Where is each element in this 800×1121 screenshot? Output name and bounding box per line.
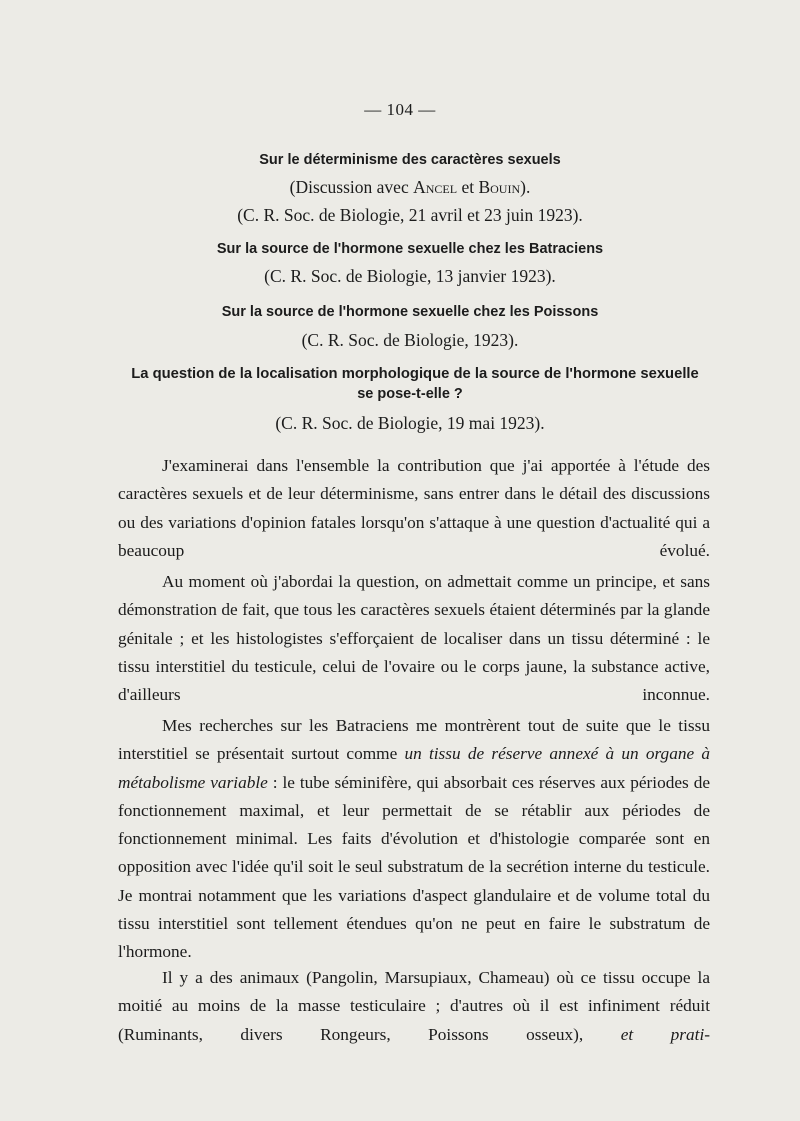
paragraph-2-text: Au moment où j'abordai la question, on admettait comme un principe, et sans démonstration de fait, que tous les caractères sexuels étaient déterminés par la glande génitale ; et les histologistes s'efforçaient de localiser dans un tissu déterminé : le tissu interstitiel du testicule, celui de l'ovaire ou le corps jaune, la substance active, d'ailleurs inconnue. (118, 572, 710, 705)
entry-title-localisation-line2: se pose-t-elle ? (357, 386, 463, 402)
entry-citation: (C. R. Soc. de Biologie, 21 avril et 23 juin 1923). (237, 205, 583, 225)
discussion-mid: et (457, 177, 479, 197)
discussion-post: ). (520, 177, 531, 197)
paragraph-3-text-a: Mes recherches sur les Batraciens me montrèrent tout de suite que le tissu interstitiel se présentait surtout comme (118, 716, 710, 764)
paragraph-3 (118, 712, 710, 967)
entry-title-poissons: Sur la source de l'hormone sexuelle chez les Poissons (221, 304, 599, 320)
paragraph-3-emphasis: un tissu de réserve annexé à un organe à métabolisme variable (118, 744, 710, 792)
entry-citation: (C. R. Soc. de Biologie, 1923). (301, 330, 519, 350)
page-number: — 104 — (364, 100, 436, 119)
paragraph-1-text: J'examinerai dans l'ensemble la contribution que j'ai apportée à l'étude des caractères sexuels et de leur déterminisme, sans entrer dans le détail des discussions ou des variations d'opinion fatales lorsqu'on s'attaque à une question d'actualité qui a beaucoup évolué. (118, 456, 710, 560)
entry-title-determinisme: Sur le déterminisme des caractères sexuels (259, 152, 561, 168)
paragraph-4-emphasis: et prati- (620, 1024, 711, 1044)
paragraph-4-text: Il y a des animaux (Pangolin, Marsupiaux, Chameau) où ce tissu occupe la moitié au moins de la masse testiculaire ; d'autres où il est infiniment réduit (Ruminants, divers Rongeurs, Poissons osseux), (118, 968, 710, 1044)
paragraph-2 (118, 568, 710, 709)
entry-citation: (C. R. Soc. de Biologie, 19 mai 1923). (275, 413, 545, 433)
entry-title-localisation: La question de la localisation morphologique de la source de l'hormone sexuelle (131, 366, 699, 382)
entry-citation: (C. R. Soc. de Biologie, 13 janvier 1923). (264, 266, 556, 286)
paragraph-4 (118, 964, 710, 1049)
discussion-pre: (Discussion avec (289, 177, 414, 197)
paragraph-3-text-b: : le tube séminifère, qui absorbait ces réserves aux périodes de fonctionnement maximal, et leur permettait de se rétablir aux périodes de fonctionnement minimal. Les faits d'évolution et d'histologie comparée sont en opposition avec l'idée qu'il soit le seul substratum de la secrétion interne du testicule. Je montrai notamment que les variations d'aspect glandulaire et de volume total du tissu interstitiel sont tellement étendues qu'on ne peut en faire le substratum de l'hormone. (118, 772, 711, 962)
author-bouin: Bouin (478, 177, 521, 197)
paragraph-1 (118, 452, 710, 565)
author-ancel: Ancel (413, 177, 458, 197)
entry-discussion-line (110, 176, 710, 198)
entry-title-batraciens: Sur la source de l'hormone sexuelle chez les Batraciens (216, 241, 604, 257)
